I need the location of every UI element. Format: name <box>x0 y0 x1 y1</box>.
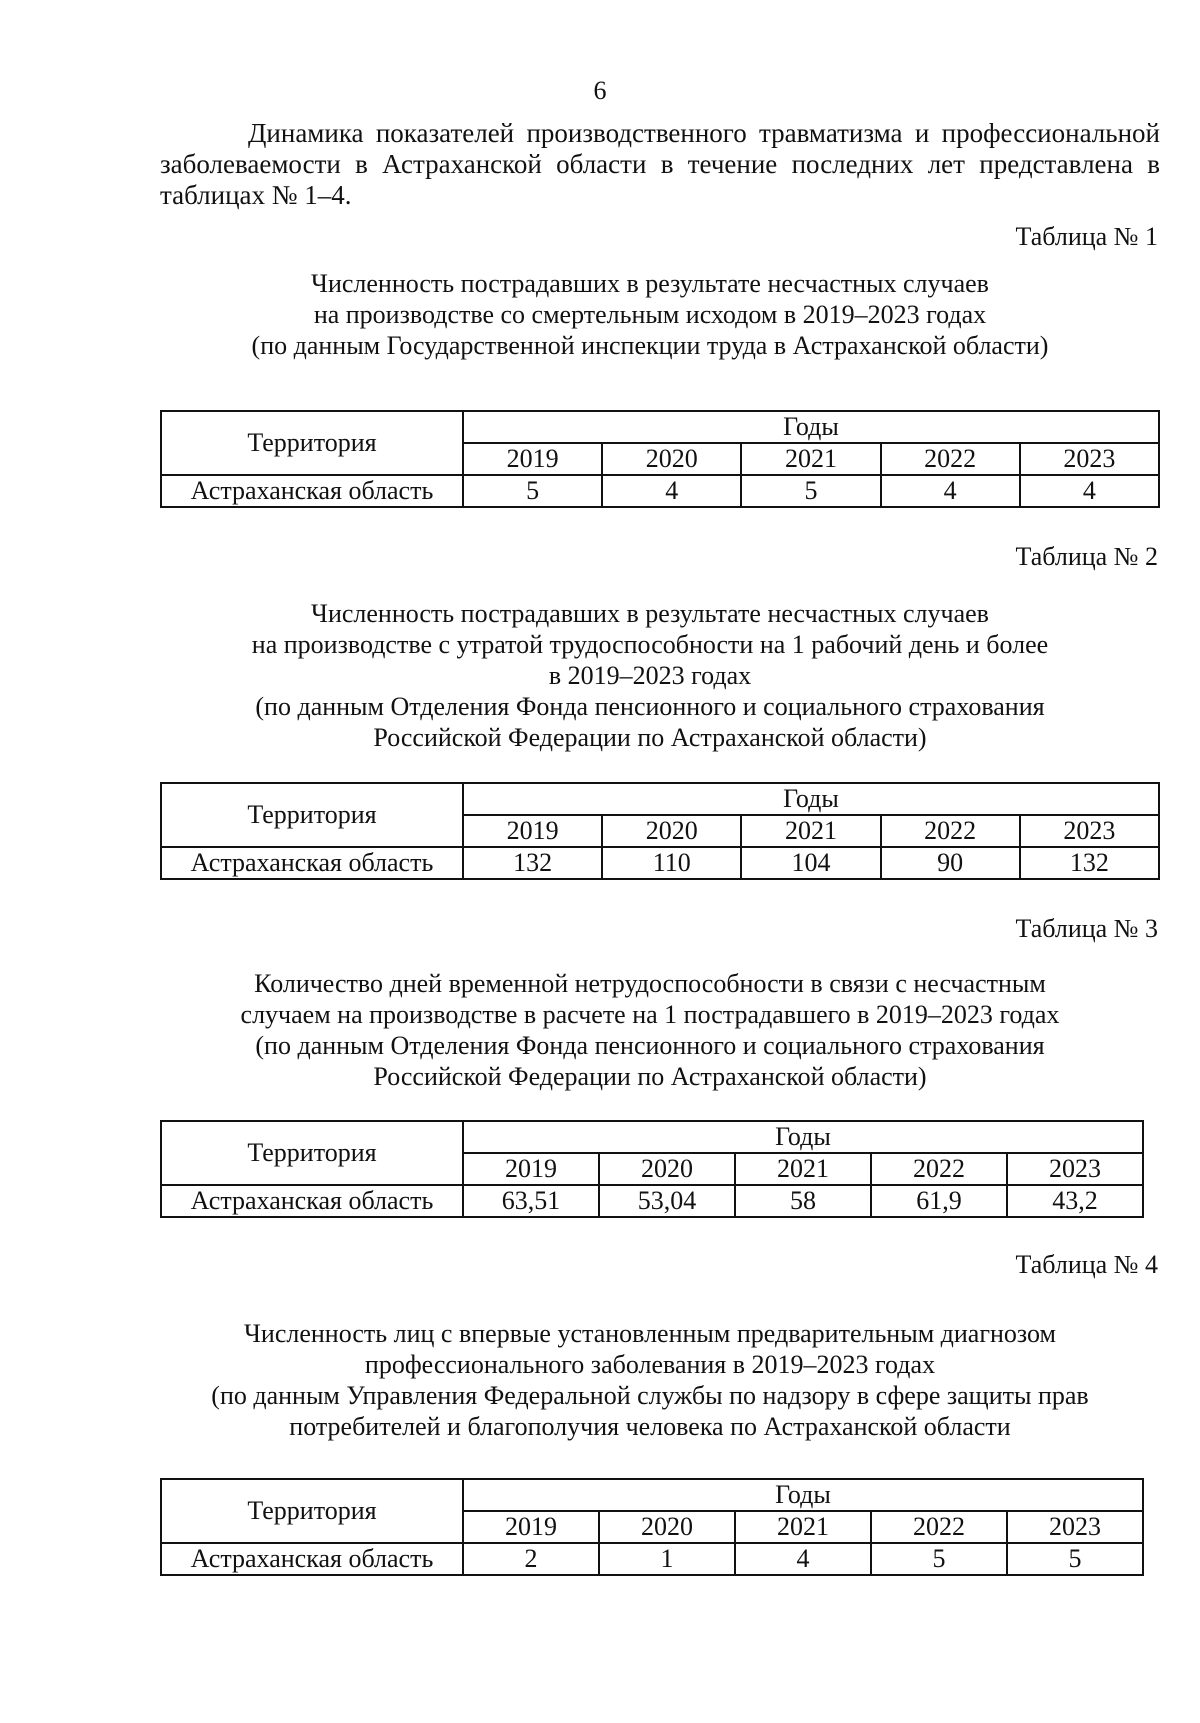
value-cell: 132 <box>1020 847 1159 879</box>
value-cell: 5 <box>1007 1543 1143 1575</box>
table-3 <box>160 1120 1144 1218</box>
year-cell: 2023 <box>1007 1153 1143 1185</box>
year-cell: 2019 <box>463 443 602 475</box>
year-cell: 2021 <box>735 1153 871 1185</box>
caption-line: на производстве со смертельным исходом в 2019–2023 годах <box>313 300 987 329</box>
table-1 <box>160 410 1160 508</box>
year-cell: 2020 <box>602 815 741 847</box>
year-cell: 2022 <box>871 1153 1007 1185</box>
territory-header: Территория <box>161 783 463 847</box>
table-row <box>161 1185 1143 1217</box>
year-cell: 2020 <box>602 443 741 475</box>
table-2 <box>160 782 1160 880</box>
caption-line: Российской Федерации по Астраханской области) <box>373 1062 927 1091</box>
year-cell: 2023 <box>1020 815 1159 847</box>
year-cell: 2023 <box>1020 443 1159 475</box>
year-cell: 2020 <box>599 1153 735 1185</box>
value-cell: 4 <box>602 475 741 507</box>
caption-line: профессионального заболевания в 2019–2023 годах <box>364 1350 936 1379</box>
caption-line: (по данным Управления Федеральной службы по надзору в сфере защиты прав <box>211 1381 1089 1410</box>
caption-line: Численность пострадавших в результате несчастных случаев <box>311 269 989 298</box>
value-cell: 5 <box>463 475 602 507</box>
table-row <box>161 475 1159 507</box>
table-2-caption <box>150 598 1150 753</box>
table-3-caption <box>150 968 1150 1092</box>
year-cell: 2023 <box>1007 1511 1143 1543</box>
year-cell: 2019 <box>463 1511 599 1543</box>
years-header: Годы <box>463 411 1159 443</box>
year-cell: 2020 <box>599 1511 735 1543</box>
year-cell: 2022 <box>871 1511 1007 1543</box>
caption-line: Количество дней временной нетрудоспособности в связи с несчастным <box>254 969 1046 998</box>
table-1-label: Таблица № 1 <box>1015 222 1158 251</box>
table-3-label: Таблица № 3 <box>1015 914 1158 943</box>
years-header: Годы <box>463 783 1159 815</box>
value-cell: 1 <box>599 1543 735 1575</box>
row-label: Астраханская область <box>161 475 463 507</box>
table-row <box>161 1543 1143 1575</box>
value-cell: 2 <box>463 1543 599 1575</box>
table-row <box>161 847 1159 879</box>
caption-line: (по данным Отделения Фонда пенсионного и социального страхования <box>255 692 1045 721</box>
caption-line: Численность пострадавших в результате несчастных случаев <box>311 599 989 628</box>
table-4-label: Таблица № 4 <box>1015 1250 1158 1279</box>
years-header: Годы <box>463 1479 1143 1511</box>
value-cell: 61,9 <box>871 1185 1007 1217</box>
value-cell: 4 <box>1020 475 1159 507</box>
caption-line: случаем на производстве в расчете на 1 пострадавшего в 2019–2023 годах <box>240 1000 1060 1029</box>
year-cell: 2019 <box>463 1153 599 1185</box>
year-cell: 2021 <box>741 815 880 847</box>
table-4-caption <box>150 1318 1150 1442</box>
territory-header: Территория <box>161 1121 463 1185</box>
value-cell: 63,51 <box>463 1185 599 1217</box>
caption-line: Российской Федерации по Астраханской области) <box>373 723 927 752</box>
year-cell: 2019 <box>463 815 602 847</box>
year-cell: 2021 <box>735 1511 871 1543</box>
table-1-caption <box>150 268 1150 361</box>
row-label: Астраханская область <box>161 1543 463 1575</box>
value-cell: 58 <box>735 1185 871 1217</box>
table-4 <box>160 1478 1144 1576</box>
page-number: 6 <box>593 76 607 105</box>
caption-line: (по данным Отделения Фонда пенсионного и социального страхования <box>255 1031 1045 1060</box>
value-cell: 132 <box>463 847 602 879</box>
row-label: Астраханская область <box>161 1185 463 1217</box>
value-cell: 90 <box>881 847 1020 879</box>
value-cell: 110 <box>602 847 741 879</box>
year-cell: 2022 <box>881 443 1020 475</box>
row-label: Астраханская область <box>161 847 463 879</box>
value-cell: 4 <box>881 475 1020 507</box>
value-cell: 4 <box>735 1543 871 1575</box>
years-header: Годы <box>463 1121 1143 1153</box>
caption-line: на производстве с утратой трудоспособности на 1 рабочий день и более <box>251 630 1049 659</box>
caption-line: Численность лиц с впервые установленным предварительным диагнозом <box>244 1319 1056 1348</box>
caption-line: потребителей и благополучия человека по Астраханской области <box>289 1412 1011 1441</box>
territory-header: Территория <box>161 1479 463 1543</box>
territory-header: Территория <box>161 411 463 475</box>
value-cell: 53,04 <box>599 1185 735 1217</box>
value-cell: 43,2 <box>1007 1185 1143 1217</box>
year-cell: 2022 <box>881 815 1020 847</box>
year-cell: 2021 <box>741 443 880 475</box>
value-cell: 5 <box>871 1543 1007 1575</box>
intro-paragraph: Динамика показателей производственного травматизма и профессиональной заболеваемости в Астраханской области в течение последних лет представлена в таблицах № 1–4. <box>160 118 1160 210</box>
value-cell: 5 <box>741 475 880 507</box>
table-2-label: Таблица № 2 <box>1015 542 1158 571</box>
value-cell: 104 <box>741 847 880 879</box>
caption-line: (по данным Государственной инспекции труда в Астраханской области) <box>251 331 1049 360</box>
caption-line: в 2019–2023 годах <box>548 661 752 690</box>
